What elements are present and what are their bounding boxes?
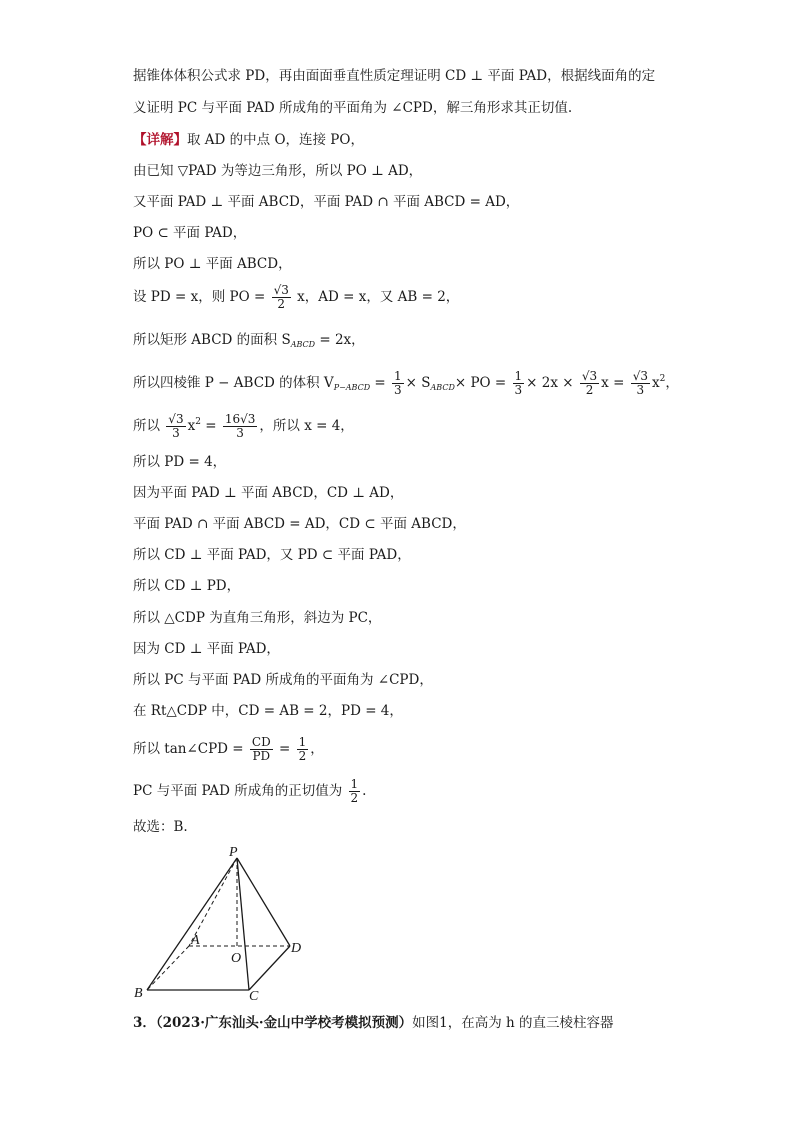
label-b: B — [134, 986, 143, 1001]
comma-b: ， — [310, 741, 324, 757]
tan-text: 所以 tan∠CPD = — [133, 741, 244, 757]
text-line-7: 所以 PO ⊥ 平面 ABCD， — [133, 256, 292, 272]
frac-den: 3 — [394, 383, 402, 397]
problem-3-source: 3．（2023·广东汕头·金山中学校考模拟预测） — [133, 1015, 413, 1031]
edge-pb — [147, 858, 237, 990]
label-a: A — [191, 933, 200, 948]
period: . — [362, 783, 367, 799]
text-line-23: 故选：B. — [133, 819, 188, 835]
label-p: P — [229, 845, 238, 860]
x-squared-b: x — [187, 418, 196, 434]
text-line-22 — [133, 778, 366, 805]
frac-num: 1 — [350, 777, 359, 791]
so-x-text: ，所以 x = 4， — [259, 418, 354, 434]
edge-pd — [237, 858, 290, 946]
result-text: PC 与平面 PAD 所成角的正切值为 — [133, 783, 343, 799]
problem-3-text: 如图1，在高为 h 的直三棱柱容器 — [412, 1015, 614, 1031]
text-line-21 — [133, 736, 324, 763]
frac-num: 1 — [298, 735, 307, 749]
detail-line — [133, 130, 364, 150]
text-line-1: 据锥体体积公式求 PD，再由面面垂直性质定理证明 CD ⊥ 平面 PAD，根据线面角的定 — [133, 68, 656, 84]
fraction-one-half — [297, 736, 309, 763]
frac-num: 1 — [394, 369, 402, 383]
detail-label: 【详解】 — [133, 132, 187, 148]
comma: ， — [665, 375, 679, 391]
frac-den: 2 — [298, 749, 307, 763]
frac-num: 16√3 — [224, 412, 256, 426]
fraction-sqrt3-over-2-b — [580, 370, 599, 397]
frac-den: 3 — [236, 426, 244, 440]
times-s: × S — [405, 375, 431, 391]
label-o: O — [231, 951, 242, 966]
text-line-17: 所以 △CDP 为直角三角形，斜边为 PC， — [133, 610, 382, 626]
text-line-2: 义证明 PC 与平面 PAD 所成角的平面角为 ∠CPD，解三角形求其正切值. — [133, 100, 573, 116]
frac-den: 3 — [514, 383, 523, 397]
text-line-9 — [133, 330, 365, 355]
text-line-12: 所以 PD = 4， — [133, 454, 227, 470]
text-line-14: 平面 PAD ∩ 平面 ABCD = AD，CD ⊂ 平面 ABCD， — [133, 516, 466, 532]
fraction-sqrt3-over-3-b — [166, 413, 185, 440]
fraction-sqrt3-over-3 — [631, 370, 650, 397]
fraction-cd-over-pd — [250, 736, 273, 763]
fraction-one-third-a — [392, 370, 404, 397]
label-c: C — [249, 989, 259, 1004]
x-eq: x = — [601, 375, 625, 391]
frac-num: 1 — [514, 369, 523, 383]
exponent-b: 2 — [195, 417, 201, 427]
text-line-6: PO ⊂ 平面 PAD， — [133, 225, 247, 241]
frac-num: CD — [251, 735, 271, 749]
fraction-one-half-b — [349, 778, 361, 805]
frac-den: 2 — [585, 383, 594, 397]
s-subscript: ABCD — [430, 383, 455, 392]
setup-text: 设 PD = x，则 PO = — [133, 289, 266, 305]
area-subscript: ABCD — [290, 340, 316, 349]
x-squared: x — [651, 375, 660, 391]
fraction-one-third-b — [513, 370, 525, 397]
text-line-20: 在 Rt△CDP 中，CD = AB = 2，PD = 4， — [133, 703, 403, 719]
text-line-4: 由已知 ▽PAD 为等边三角形，所以 PO ⊥ AD， — [133, 163, 423, 179]
exponent: 2 — [659, 374, 666, 384]
text-line-10 — [133, 369, 679, 398]
times-po: × PO = — [454, 375, 507, 391]
frac-den: 3 — [172, 426, 180, 440]
detail-text: 取 AD 的中点 O，连接 PO， — [187, 132, 364, 148]
edge-cd — [249, 946, 290, 990]
area-value: = 2x， — [319, 332, 365, 348]
text-line-13: 因为平面 PAD ⊥ 平面 ABCD，CD ⊥ AD， — [133, 485, 404, 501]
frac-num: √3 — [168, 412, 184, 426]
label-d: D — [291, 941, 302, 956]
eq-sign-b: = — [205, 418, 217, 434]
frac-den: 3 — [636, 383, 645, 397]
eq-sign: = — [374, 375, 386, 391]
area-text: 所以矩形 ABCD 的面积 S — [133, 332, 291, 348]
frac-num: √3 — [581, 369, 598, 383]
edge-ab — [147, 946, 189, 990]
text-line-8 — [133, 284, 459, 311]
fraction-16sqrt3-over-3 — [223, 413, 258, 440]
frac-den: PD — [252, 749, 271, 763]
text-line-16: 所以 CD ⊥ PD， — [133, 578, 241, 594]
so-text: 所以 — [133, 418, 160, 434]
pyramid-figure — [125, 840, 315, 1010]
text-line-19: 所以 PC 与平面 PAD 所成角的平面角为 ∠CPD， — [133, 672, 433, 688]
volume-text: 所以四棱锥 P − ABCD 的体积 V — [133, 375, 334, 391]
times-2x: × 2x × — [526, 375, 574, 391]
text-line-11 — [133, 412, 354, 440]
text-line-5: 又平面 PAD ⊥ 平面 ABCD，平面 PAD ∩ 平面 ABCD = AD， — [133, 194, 520, 210]
fraction-sqrt3-over-2 — [272, 284, 291, 311]
eq-sign-c: = — [279, 741, 291, 757]
volume-subscript: P−ABCD — [333, 383, 371, 392]
edge-pc — [237, 858, 249, 990]
frac-num: √3 — [632, 369, 648, 383]
frac-den: 2 — [350, 791, 359, 805]
frac-den: 2 — [277, 297, 286, 311]
text-line-18: 因为 CD ⊥ 平面 PAD， — [133, 641, 280, 657]
text-line-15: 所以 CD ⊥ 平面 PAD，又 PD ⊂ 平面 PAD， — [133, 547, 411, 563]
problem-3-line — [133, 1013, 614, 1033]
frac-num: √3 — [273, 283, 289, 297]
setup-text-2: x，AD = x，又 AB = 2， — [297, 289, 460, 305]
